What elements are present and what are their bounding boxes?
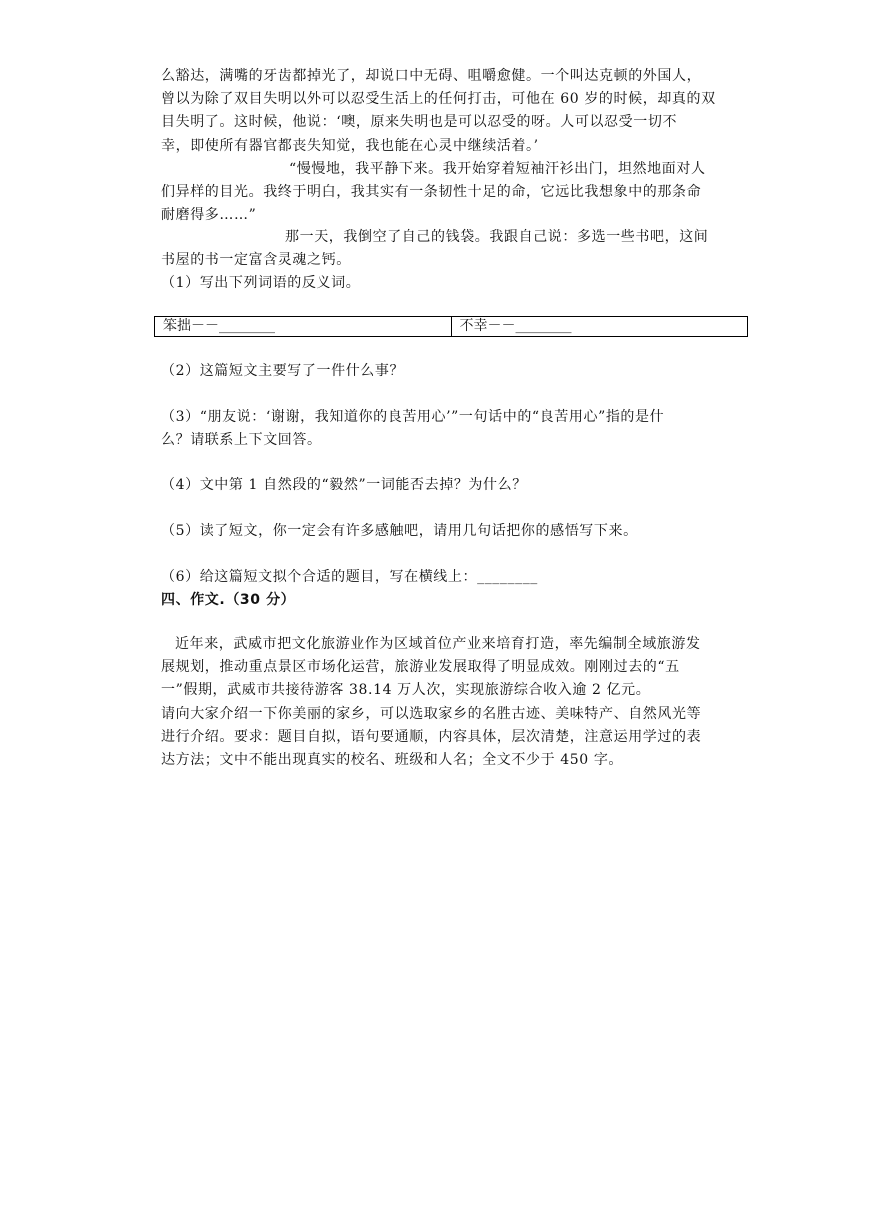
passage-final-paragraph: [161, 226, 751, 272]
question-3-line: 么？请联系上下文回答。: [161, 432, 322, 449]
question-3: [161, 406, 751, 452]
passage-final-line: 书屋的书一定富含灵魂之钙。: [161, 252, 351, 269]
essay-intro-line: 近年来，武威市把文化旅游业作为区域首位产业来培育打造，率先编制全域旅游发: [175, 636, 701, 652]
antonym-answer-table: [154, 316, 748, 337]
passage-quote-line: “慢慢地，我平静下来。我开始穿着短袖汗衫出门，坦然地面对人: [289, 161, 706, 177]
passage-line: 幸，即使所有器官都丧失知觉，我也能在心灵中继续活着。’: [161, 137, 539, 154]
antonym-cell-clumsy[interactable]: 笨拙－－________: [163, 318, 275, 334]
essay-prompt-line: 进行介绍。要求：题目自拟，语句要通顺，内容具体，层次清楚，注意运用学过的表: [161, 729, 702, 746]
passage-paragraph: [161, 65, 751, 158]
passage-line: 目失明了。这时候，他说：‘噢，原来失明也是可以忍受的呀。人可以忍受一切不: [161, 114, 678, 131]
passage-line: 曾以为除了双目失明以外可以忍受生活上的任何打击，可他在 60 岁的时候，却真的双: [161, 91, 716, 108]
essay-prompt-line: 请向大家介绍一下你美丽的家乡，可以选取家乡的名胜古迹、美味特产、自然风光等: [161, 706, 702, 722]
essay-intro-paragraph: [161, 633, 751, 703]
antonym-cell-misfortune[interactable]: 不幸－－________: [451, 317, 748, 336]
question-6: （6）给这篇短文拟个合适的题目，写在横线上：________: [161, 569, 538, 585]
passage-line: 么豁达，满嘴的牙齿都掉光了，却说口中无碍、咀嚼愈健。一个叫达克顿的外国人，: [161, 68, 702, 84]
essay-intro-line: 一”假期，武威市共接待游客 38.14 万人次，实现旅游综合收入逾 2 亿元。: [161, 682, 651, 699]
essay-prompt-paragraph: [161, 703, 751, 773]
passage-quote-line: 们异样的目光。我终于明白，我其实有一条韧性十足的命，它远比我想象中的那条命: [161, 184, 702, 201]
essay-intro-line: 展规划，推动重点景区市场化运营，旅游业发展取得了明显成效。刚刚过去的“五: [161, 659, 680, 676]
passage-final-line: 那一天，我倒空了自己的钱袋。我跟自己说：多选一些书吧，这间: [285, 229, 709, 245]
section-four-title: 四、作文.（30 分）: [161, 592, 296, 608]
question-1: （1）写出下列词语的反义词。: [161, 275, 361, 291]
passage-quote-line: 耐磨得多……”: [161, 207, 257, 224]
essay-prompt-line: 达方法；文中不能出现真实的校名、班级和人名；全文不少于 450 字。: [161, 752, 624, 769]
passage-quote-paragraph: [161, 158, 751, 228]
question-3-line: （3）“朋友说：‘谢谢，我知道你的良苦用心’”一句话中的“良苦用心”指的是什: [161, 409, 665, 425]
question-4: （4）文中第 1 自然段的“毅然”一词能否去掉？为什么？: [161, 477, 527, 493]
question-5: （5）读了短文，你一定会有许多感触吧，请用几句话把你的感悟写下来。: [161, 523, 638, 539]
question-2: （2）这篇短文主要写了一件什么事？: [161, 363, 405, 379]
